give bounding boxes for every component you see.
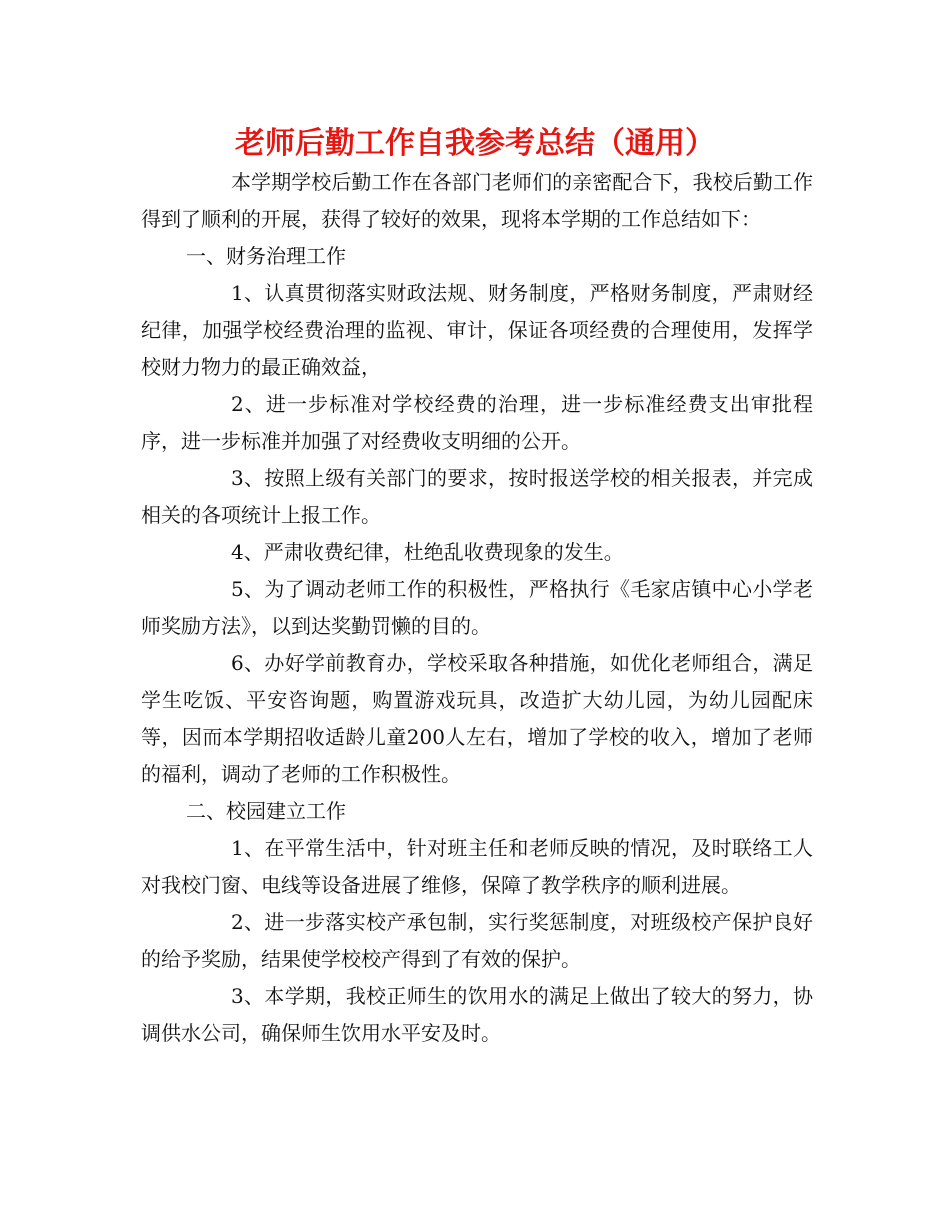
list-item: 1、在平常生活中，针对班主任和老师反映的情况，及时联络工人对我校门窗、电线等设备进展了维修，保障了教学秩序的顺利进展。 bbox=[141, 836, 813, 897]
list-item: 2、进一步落实校产承包制，实行奖惩制度，对班级校产保护良好的给予奖励，结果使学校校产得到了有效的保护。 bbox=[141, 910, 813, 971]
list-item: 1、认真贯彻落实财政法规、财务制度，严格财务制度，严肃财经纪律，加强学校经费治理的监视、审计，保证各项经费的合理使用，发挥学校财力物力的最正确效益， bbox=[141, 281, 813, 379]
document-title: 老师后勤工作自我参考总结（通用） bbox=[235, 126, 715, 161]
document-body bbox=[141, 164, 813, 1052]
list-item: 5、为了调动老师工作的积极性，严格执行《毛家店镇中心小学老师奖励方法》，以到达奖勤罚懒的目的。 bbox=[141, 577, 813, 638]
list-item: 3、按照上级有关部门的要求，按时报送学校的相关报表，并完成相关的各项统计上报工作。 bbox=[141, 466, 813, 527]
intro-paragraph: 本学期学校后勤工作在各部门老师们的亲密配合下，我校后勤工作得到了顺利的开展，获得了较好的效果，现将本学期的工作总结如下： bbox=[141, 170, 813, 231]
section-heading-campus: 二、校园建立工作 bbox=[186, 799, 346, 823]
list-item: 3、本学期，我校正师生的饮用水的满足上做出了较大的努力，协调供水公司，确保师生饮用水平安及时。 bbox=[141, 984, 813, 1045]
list-item: 4、严肃收费纪律，杜绝乱收费现象的发生。 bbox=[231, 540, 624, 564]
list-item: 2、进一步标准对学校经费的治理，进一步标准经费支出审批程序，进一步标准并加强了对经费收支明细的公开。 bbox=[141, 392, 813, 453]
section-heading-finance: 一、财务治理工作 bbox=[186, 244, 346, 268]
list-item: 6、办好学前教育办，学校采取各种措施，如优化老师组合，满足学生吃饭、平安咨询题，购置游戏玩具，改造扩大幼儿园，为幼儿园配床等，因而本学期招收适龄儿童200人左右，增加了学校的收入，增加了老师的福利，调动了老师的工作积极性。 bbox=[141, 651, 813, 786]
